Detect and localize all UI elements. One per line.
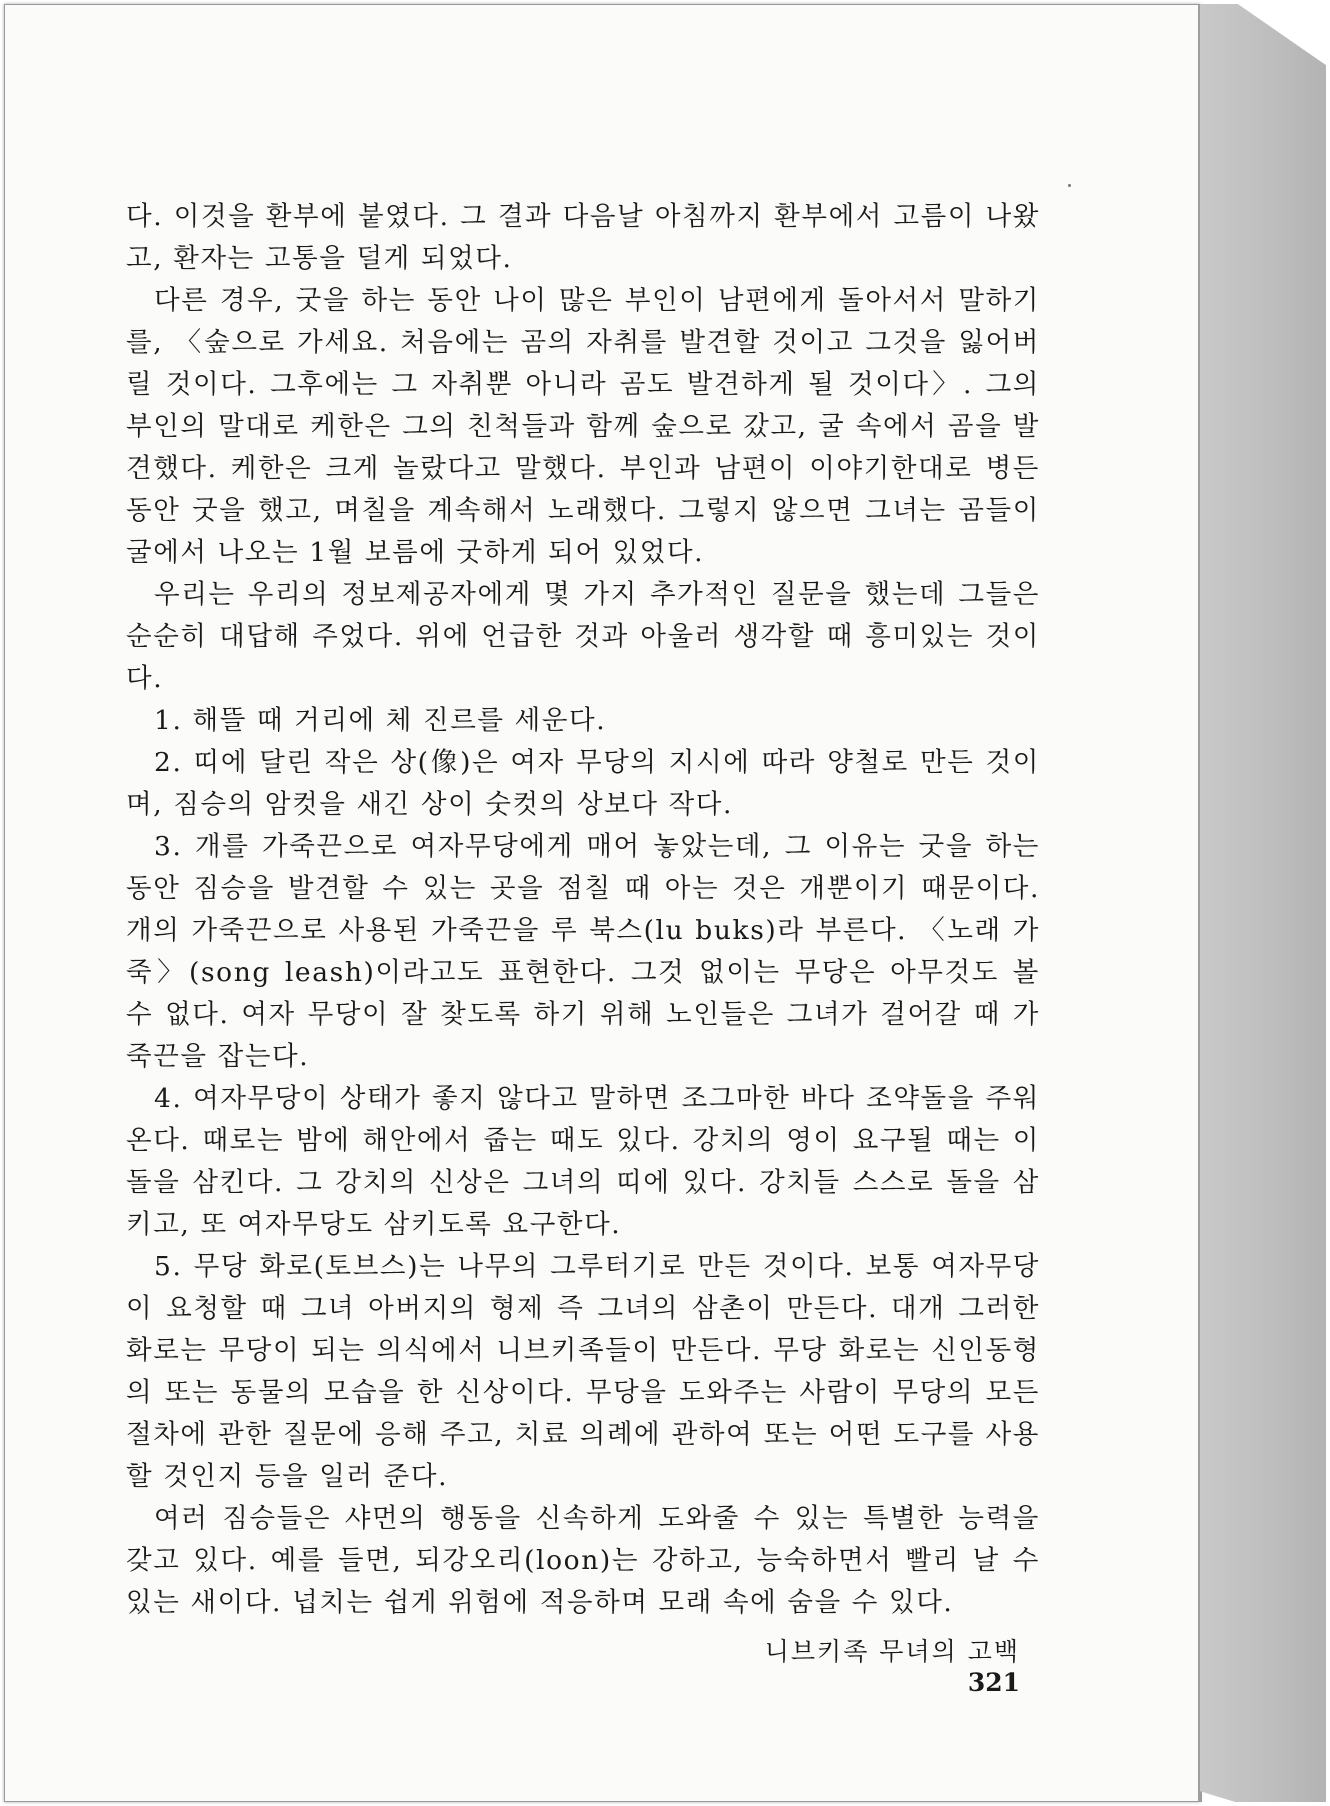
list-item: 1. 해뜰 때 거리에 체 진르를 세운다. bbox=[154, 705, 607, 736]
paragraph: 다른 경우, 굿을 하는 동안 나이 많은 부인이 남편에게 돌아서서 말하기를, 〈숲으로 가세요. 처음에는 곰의 자취를 발견할 것이고 그것을 잃어버릴 것이다. 그후에는 그 자취뿐 아니라 곰도 발견하게 될 것이다〉. 그의 부인의 말대로 케한은 그의 친척들과 함께 숲으로 갔고, 굴 속에서 곰을 발견했다. 케한은 크게 놀랐다고 말했다. 부인과 남편이 이야기한대로 병든 동안 굿을 했고, 며칠을 계속해서 노래했다. 그렇지 않으면 그녀는 곰들이 굴에서 나오는 1월 보름에 굿하게 되어 있었다. bbox=[126, 285, 1040, 568]
list-item: 3. 개를 가죽끈으로 여자무당에게 매어 놓았는데, 그 이유는 굿을 하는 동안 짐승을 발견할 수 있는 곳을 점칠 때 아는 것은 개뿐이기 때문이다. 개의 가죽끈으로 사용된 가죽끈을 루 북스(lu buks)라 부른다. 〈노래 가죽〉(song leash)이라고도 표현한다. 그것 없이는 무당은 아무것도 볼 수 없다. 여자 무당이 잘 찾도록 하기 위해 노인들은 그녀가 걸어갈 때 가죽끈을 잡는다. bbox=[126, 831, 1040, 1072]
paragraph: 다. 이것을 환부에 붙였다. 그 결과 다음날 아침까지 환부에서 고름이 나왔고, 환자는 고통을 덜게 되었다. bbox=[126, 201, 1040, 274]
list-item: 5. 무당 화로(토브스)는 나무의 그루터기로 만든 것이다. 보통 여자무당이 요청할 때 그녀 아버지의 형제 즉 그녀의 삼촌이 만든다. 대개 그러한 화로는 무당이 되는 의식에서 니브키족들이 만든다. 무당 화로는 신인동형의 또는 동물의 모습을 한 신상이다. 무당을 도와주는 사람이 무당의 모든 절차에 관한 질문에 응해 주고, 치료 의례에 관하여 또는 어떤 도구를 사용할 것인지 등을 일러 준다. bbox=[126, 1251, 1040, 1492]
paragraph: 여러 짐승들은 샤먼의 행동을 신속하게 도와줄 수 있는 특별한 능력을 갖고 있다. 예를 들면, 되강오리(loon)는 강하고, 능숙하면서 빨리 날 수 있는 새이다. 넙치는 쉽게 위험에 적응하며 모래 속에 숨을 수 있다. bbox=[126, 1503, 1040, 1618]
page-number: 321 bbox=[967, 1668, 1020, 1697]
book-side bbox=[1200, 4, 1326, 1802]
scan-speck bbox=[1068, 184, 1071, 187]
list-item: 2. 띠에 달린 작은 상(像)은 여자 무당의 지시에 따라 양철로 만든 것이며, 짐승의 암컷을 새긴 상이 숫컷의 상보다 작다. bbox=[126, 747, 1040, 820]
body-text bbox=[126, 196, 1040, 1624]
running-title: 니브키족 무녀의 고백 bbox=[764, 1637, 1020, 1666]
list-item: 4. 여자무당이 상태가 좋지 않다고 말하면 조그마한 바다 조약돌을 주워온다. 때로는 밤에 해안에서 줍는 때도 있다. 강치의 영이 요구될 때는 이 돌을 삼킨다. 그 강치의 신상은 그녀의 띠에 있다. 강치들 스스로 돌을 삼키고, 또 여자무당도 삼키도록 요구한다. bbox=[126, 1083, 1040, 1240]
paragraph: 우리는 우리의 정보제공자에게 몇 가지 추가적인 질문을 했는데 그들은 순순히 대답해 주었다. 위에 언급한 것과 아울러 생각할 때 흥미있는 것이다. bbox=[126, 579, 1040, 694]
page-footer bbox=[700, 1632, 1020, 1697]
